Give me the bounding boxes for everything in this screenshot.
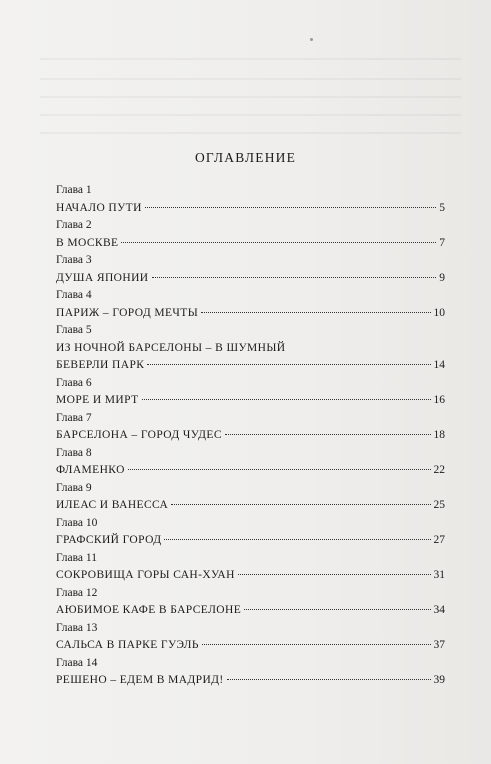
toc-chapter-12[interactable] [56, 585, 445, 620]
bleed-through-line [40, 114, 461, 116]
chapter-title: РЕШЕНО – ЕДЕМ В МАДРИД! [56, 674, 224, 686]
dot-leader [202, 644, 431, 645]
toc-chapter-4[interactable] [56, 287, 445, 322]
chapter-title: БАРСЕЛОНА – ГОРОД ЧУДЕС [56, 429, 222, 441]
toc-chapter-11[interactable] [56, 550, 445, 585]
chapter-title: БЕВЕРЛИ ПАРК [56, 359, 145, 371]
chapter-entry [56, 270, 445, 288]
print-speck [310, 38, 313, 41]
chapter-entry [56, 305, 445, 323]
chapter-title: ГРАФСКИЙ ГОРОД [56, 534, 162, 546]
dot-leader [171, 504, 430, 505]
bleed-through-line [40, 132, 461, 134]
chapter-title: ПАРИЖ – ГОРОД МЕЧТЫ [56, 306, 199, 319]
chapter-page-number: 18 [433, 429, 445, 441]
toc-chapter-14[interactable] [56, 655, 445, 690]
chapter-label: Глава 10 [56, 516, 98, 529]
bleed-through-line [40, 96, 461, 98]
chapter-title-line-1: ИЗ НОЧНОЙ БАРСЕЛОНЫ – В ШУМНЫЙ [56, 341, 286, 354]
toc-chapter-7[interactable] [56, 410, 445, 445]
chapter-label: Глава 3 [56, 254, 92, 266]
chapter-page-number: 25 [433, 499, 445, 511]
toc-chapter-3[interactable] [56, 252, 445, 287]
chapter-title: СОКРОВИЩА ГОРЫ САН-ХУАН [56, 569, 235, 581]
chapter-entry [56, 392, 445, 410]
dot-leader [201, 312, 430, 313]
chapter-entry [56, 532, 445, 550]
chapter-label: Глава 6 [56, 376, 92, 389]
dot-leader [227, 679, 431, 680]
chapter-label: Глава 14 [56, 656, 98, 669]
chapter-title: ФЛАМЕНКО [56, 464, 125, 476]
chapter-entry [56, 497, 445, 515]
toc-chapter-5[interactable] [56, 322, 445, 375]
chapter-label: Глава 4 [56, 289, 92, 301]
chapter-title: АЮБИМОЕ КАФЕ В БАРСЕЛОНЕ [56, 604, 242, 616]
toc-chapter-8[interactable] [56, 445, 445, 480]
chapter-title: САЛЬСА В ПАРКЕ ГУЭЛЬ [56, 639, 199, 651]
chapter-page-number: 27 [433, 534, 445, 546]
dot-leader [145, 207, 436, 208]
dot-leader [238, 574, 431, 575]
bleed-through-line [40, 58, 461, 60]
chapter-entry [56, 637, 445, 655]
chapter-page-number: 14 [433, 359, 445, 371]
dot-leader [152, 277, 437, 278]
chapter-page-number: 34 [433, 604, 445, 616]
chapter-title: В МОСКВЕ [56, 236, 119, 249]
chapter-entry [56, 235, 445, 253]
dot-leader [225, 434, 431, 435]
chapter-label: Глава 9 [56, 481, 92, 494]
chapter-entry [56, 602, 445, 620]
chapter-entry [56, 357, 445, 375]
chapter-entry [56, 427, 445, 445]
chapter-label: Глава 1 [56, 184, 92, 196]
dot-leader [142, 399, 431, 400]
toc-chapter-10[interactable] [56, 515, 445, 550]
chapter-label: Глава 11 [56, 551, 97, 564]
chapter-entry [56, 672, 445, 690]
toc-chapter-2[interactable] [56, 217, 445, 252]
chapter-title: ДУША ЯПОНИИ [56, 271, 149, 284]
dot-leader [147, 364, 430, 365]
chapter-title: НАЧАЛО ПУТИ [56, 201, 142, 214]
chapter-page-number: 39 [433, 674, 445, 686]
chapter-label: Глава 13 [56, 621, 98, 634]
toc-chapter-9[interactable] [56, 480, 445, 515]
dot-leader [128, 469, 431, 470]
chapter-entry [56, 567, 445, 585]
chapter-page-number: 16 [433, 394, 445, 406]
chapter-entry [56, 462, 445, 480]
bleed-through-line [40, 78, 461, 80]
chapter-label: Глава 7 [56, 411, 92, 424]
chapter-page-number: 5 [439, 201, 445, 214]
chapter-label: Глава 2 [56, 219, 92, 231]
chapter-title: МОРЕ И МИРТ [56, 394, 139, 406]
chapter-page-number: 9 [439, 271, 445, 284]
toc-chapter-1[interactable] [56, 182, 445, 217]
dot-leader [164, 539, 430, 540]
dot-leader [121, 242, 436, 243]
chapter-page-number: 10 [433, 306, 445, 319]
chapter-entry [56, 200, 445, 218]
chapter-label: Глава 5 [56, 324, 92, 336]
chapter-page-number: 31 [433, 569, 445, 581]
toc-chapter-13[interactable] [56, 620, 445, 655]
toc-chapter-6[interactable] [56, 375, 445, 410]
chapter-page-number: 22 [433, 464, 445, 476]
chapter-title: ИЛЕАС И ВАНЕССА [56, 499, 169, 511]
toc-heading: ОГЛАВЛЕНИЕ [194, 150, 297, 165]
chapter-label: Глава 8 [56, 446, 92, 459]
chapter-label: Глава 12 [56, 586, 98, 599]
chapter-page-number: 37 [433, 639, 445, 651]
chapter-page-number: 7 [439, 236, 445, 249]
table-of-contents [56, 182, 445, 690]
dot-leader [244, 609, 430, 610]
